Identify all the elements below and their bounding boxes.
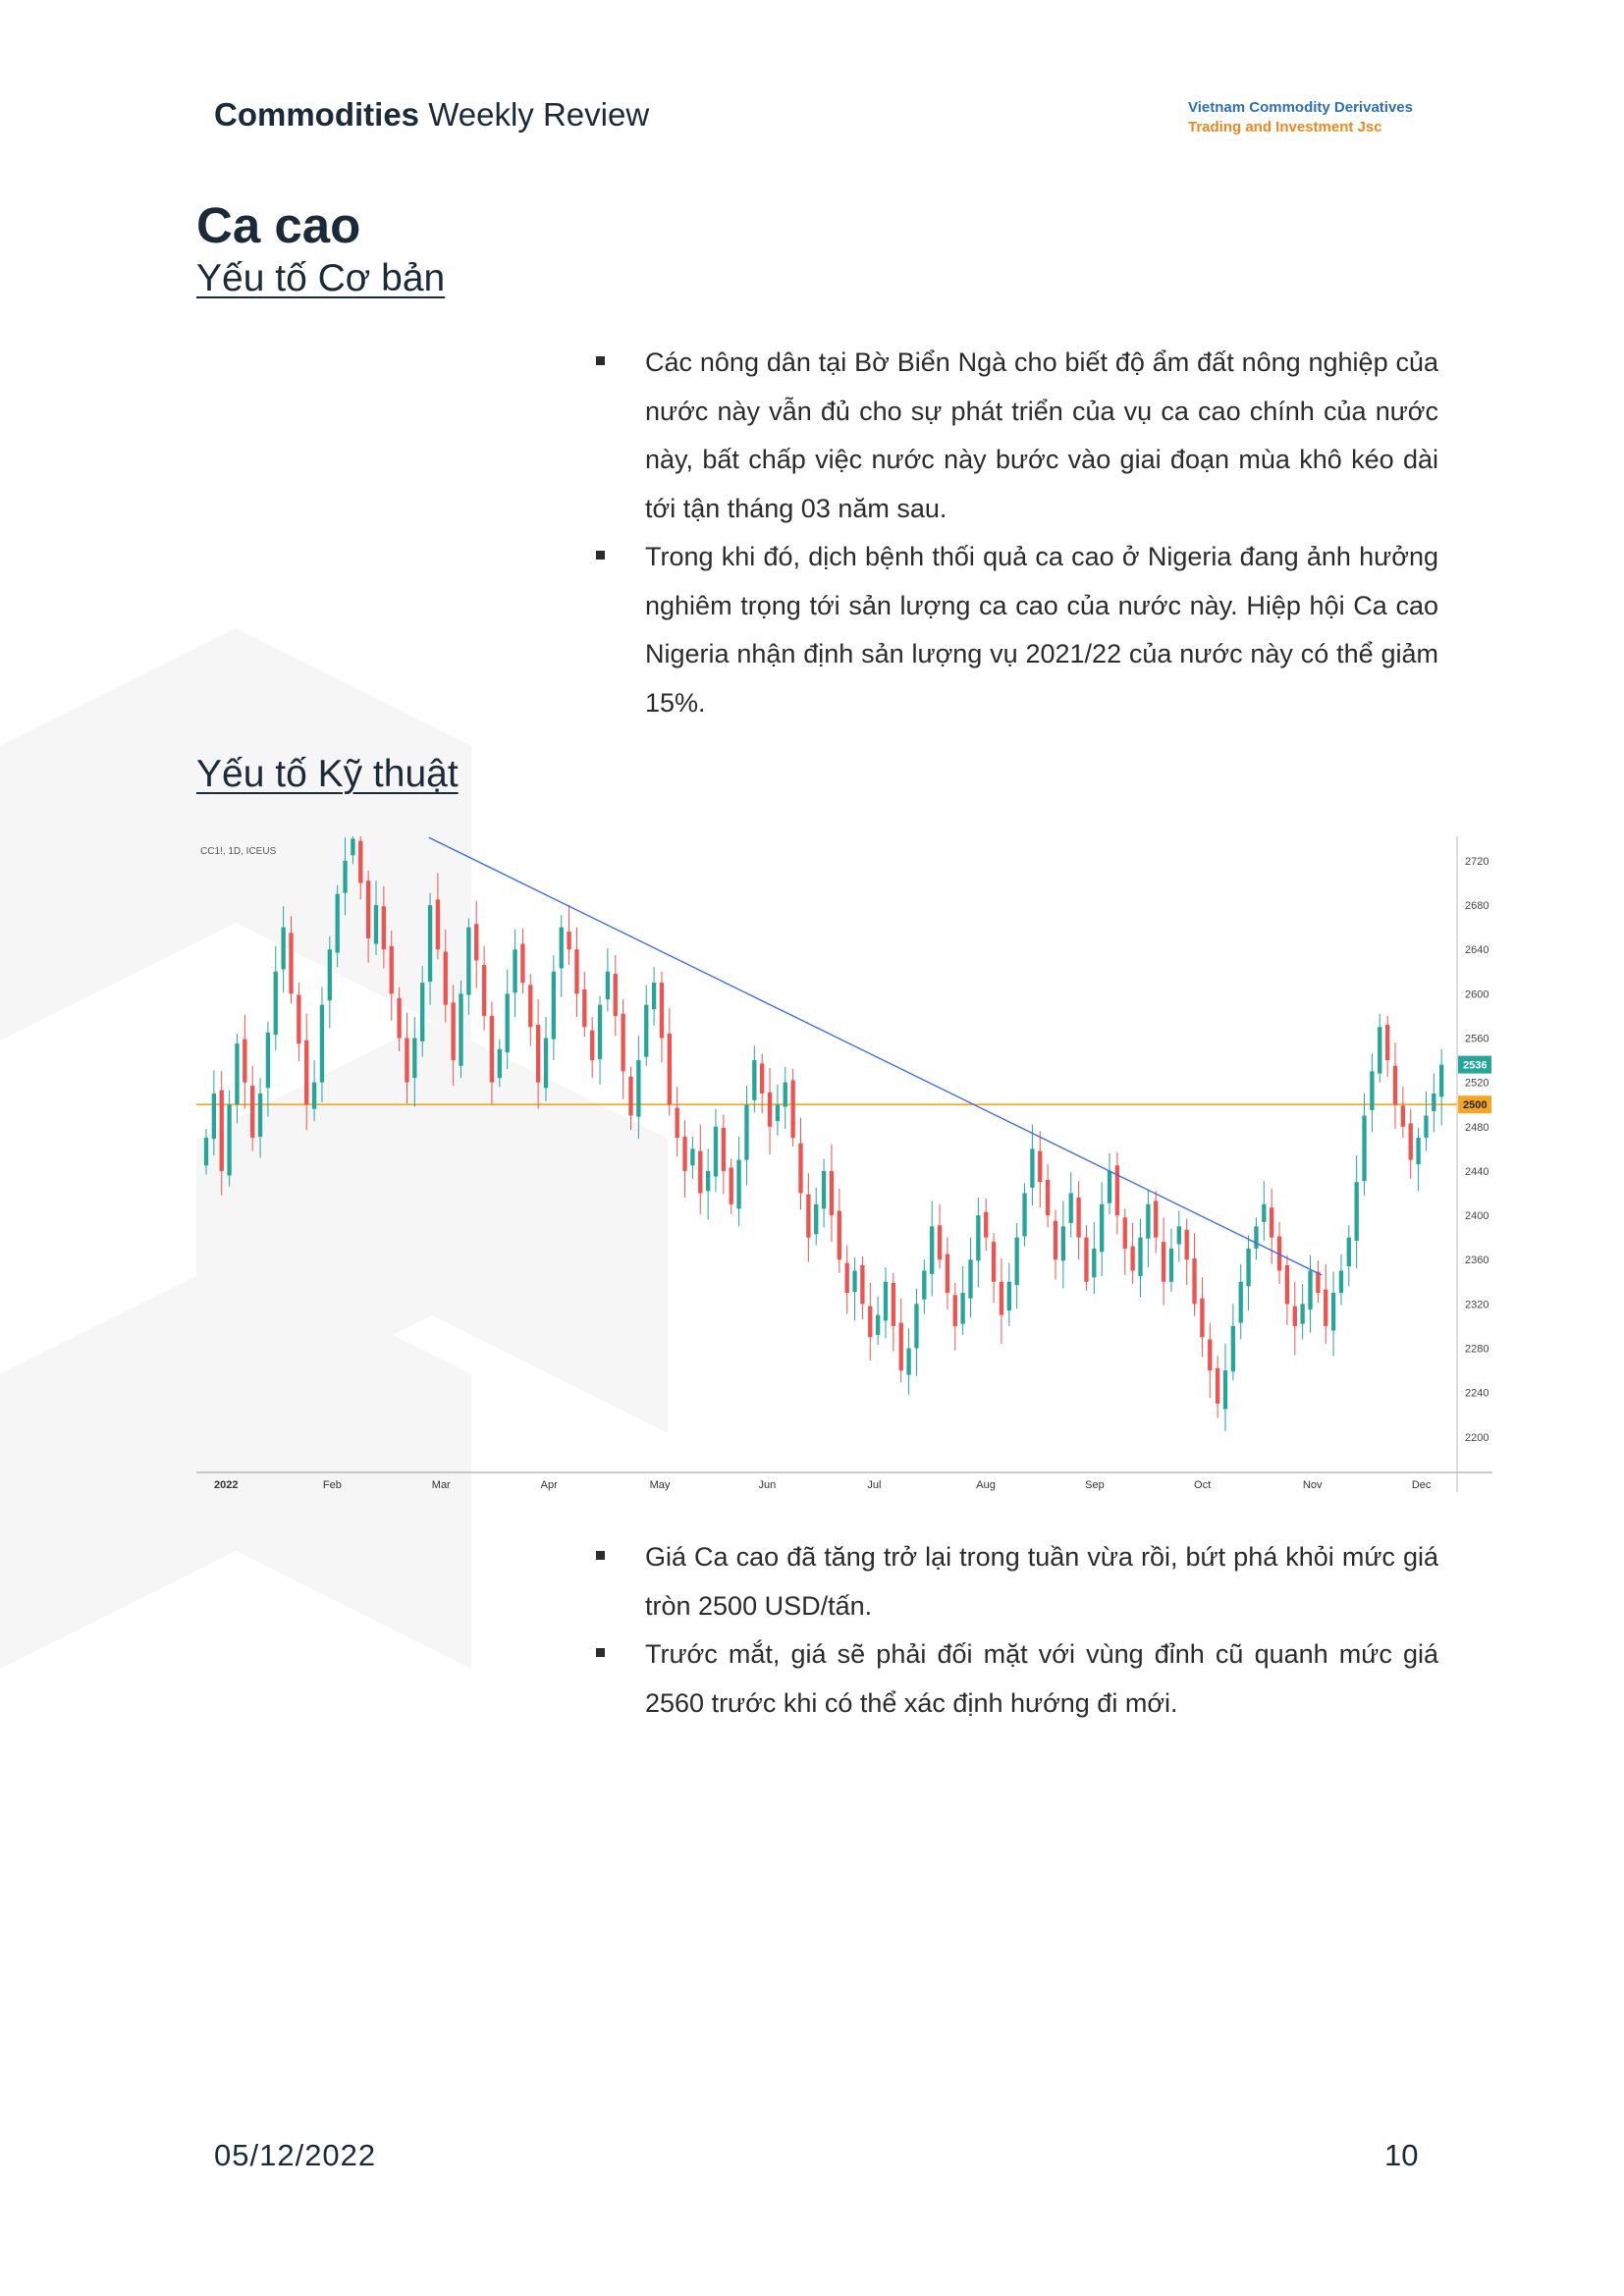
candle-body: [1439, 1065, 1443, 1097]
y-tick-label: 2480: [1465, 1121, 1489, 1134]
candle-body: [1208, 1339, 1212, 1370]
candle-body: [1362, 1116, 1366, 1182]
candle-body: [760, 1063, 764, 1093]
candle-body: [784, 1083, 787, 1107]
candle-body: [976, 1215, 980, 1260]
candle-body: [1130, 1247, 1134, 1271]
y-tick-label: 2240: [1465, 1387, 1489, 1400]
fundamentals-bullet-2: [594, 533, 1438, 727]
candle-body: [235, 1043, 239, 1104]
fundamentals-bullet-1: [594, 339, 1438, 533]
candle-body: [776, 1104, 780, 1121]
candle-body: [722, 1128, 726, 1171]
candle-body: [682, 1137, 686, 1171]
candle-body: [328, 949, 332, 1000]
candle-body: [312, 1083, 316, 1109]
candle-body: [490, 1016, 494, 1083]
candle-body: [1030, 1148, 1034, 1188]
candle-body: [884, 1282, 888, 1321]
report-date: 05/12/2022: [214, 2138, 377, 2172]
candle-body: [1409, 1123, 1413, 1159]
y-tick-label: 2200: [1465, 1431, 1489, 1444]
report-title-bold: Commodities: [214, 96, 420, 133]
candle-body: [1061, 1226, 1065, 1260]
candle-body: [714, 1127, 718, 1177]
candle-body: [1216, 1368, 1219, 1404]
price-chart: [196, 836, 1492, 1492]
candle-body: [1262, 1204, 1266, 1222]
candle-body: [1138, 1238, 1142, 1277]
candle-body: [1355, 1182, 1359, 1241]
candle-body: [474, 924, 478, 960]
candle-body: [1146, 1204, 1150, 1239]
candle-body: [281, 928, 285, 970]
candle-body: [628, 1077, 632, 1116]
candle-body: [1339, 1271, 1343, 1294]
x-tick-label: Nov: [1302, 1479, 1323, 1491]
candle-body: [1347, 1238, 1351, 1266]
candle-body: [1239, 1282, 1243, 1323]
candle-body: [668, 1034, 672, 1104]
x-tick-label: Feb: [322, 1479, 342, 1491]
candle-body: [444, 951, 448, 1004]
candle-body: [906, 1349, 910, 1375]
report-title: [214, 96, 649, 133]
candle-body: [838, 1211, 841, 1260]
candle-body: [744, 1104, 748, 1159]
candle-body: [1185, 1230, 1189, 1259]
candle-body: [1169, 1249, 1173, 1282]
candle-body: [544, 1039, 548, 1089]
technical-bullet-1: [594, 1533, 1438, 1630]
candle-body: [845, 1263, 849, 1293]
candle-body: [1200, 1299, 1204, 1338]
candle-body: [590, 1031, 594, 1060]
candle-body: [690, 1148, 694, 1165]
y-tick-label: 2560: [1465, 1033, 1489, 1045]
x-tick-label: Apr: [540, 1479, 558, 1491]
bullet-square-icon: [596, 1648, 605, 1657]
x-tick-label: Mar: [431, 1479, 451, 1491]
candle-body: [366, 881, 370, 938]
candle-body: [1285, 1265, 1289, 1305]
candle-body: [428, 905, 432, 982]
candle-body: [1316, 1272, 1320, 1293]
candle-body: [1076, 1198, 1080, 1238]
candle-body: [1007, 1282, 1011, 1310]
candle-body: [606, 972, 610, 999]
candle-body: [1393, 1066, 1397, 1105]
candle-body: [960, 1293, 964, 1324]
company-logo: [1188, 98, 1413, 137]
candle-body: [420, 983, 424, 1041]
candle-body: [1022, 1194, 1026, 1237]
candle-body: [320, 1005, 324, 1083]
candle-body: [968, 1259, 972, 1299]
candle-body: [560, 928, 564, 969]
x-tick-label: Oct: [1194, 1479, 1212, 1491]
candle-body: [860, 1265, 864, 1305]
x-tick-label: Dec: [1411, 1479, 1432, 1491]
candle-body: [212, 1094, 216, 1139]
candle-body: [1108, 1171, 1111, 1203]
candle-body: [358, 841, 362, 883]
candle-body: [528, 985, 532, 1027]
candle-body: [736, 1160, 740, 1209]
candle-body: [1123, 1217, 1127, 1249]
candle-body: [382, 906, 386, 949]
candle-body: [752, 1060, 756, 1100]
bullet-square-icon: [596, 356, 605, 365]
y-tick-label: 2400: [1465, 1210, 1489, 1223]
y-tick-label: 2440: [1465, 1165, 1489, 1178]
candle-body: [1069, 1194, 1073, 1223]
candle-body: [374, 905, 378, 944]
candle-body: [1054, 1221, 1057, 1260]
candle-body: [830, 1171, 834, 1215]
candle-body: [868, 1307, 872, 1338]
x-tick-label: Jul: [867, 1479, 882, 1491]
chart-symbol-label: CC1!, 1D, ICEUS: [200, 846, 277, 857]
last-price-label: 2536: [1463, 1059, 1488, 1072]
candle-body: [992, 1242, 996, 1282]
candle-body: [1100, 1204, 1104, 1253]
candle-body: [1084, 1238, 1088, 1282]
candle-body: [520, 944, 524, 984]
y-tick-label: 2280: [1465, 1343, 1489, 1356]
page-number: 10: [1384, 2138, 1419, 2172]
candle-body: [852, 1271, 856, 1292]
candle-body: [621, 1014, 624, 1072]
candle-body: [1246, 1249, 1250, 1286]
candle-body: [876, 1315, 880, 1335]
candle-body: [250, 1086, 254, 1138]
candle-body: [798, 1144, 802, 1194]
y-tick-label: 2360: [1465, 1255, 1489, 1267]
candle-body: [390, 946, 394, 994]
x-tick-label: 2022: [214, 1479, 239, 1491]
candle-body: [1378, 1027, 1381, 1073]
candle-body: [304, 1041, 308, 1104]
candle-body: [1154, 1201, 1158, 1237]
candle-body: [1416, 1138, 1420, 1164]
candle-body: [730, 1168, 733, 1204]
candle-body: [644, 1005, 648, 1057]
candle-body: [351, 838, 354, 855]
candle-body: [552, 972, 556, 1040]
candle-body: [536, 1025, 540, 1083]
candle-body: [405, 1039, 408, 1083]
downtrend-line: [429, 837, 1322, 1275]
candle-body: [1015, 1238, 1019, 1286]
candle-body: [397, 998, 401, 1039]
candle-body: [220, 1091, 224, 1171]
candle-body: [567, 932, 570, 949]
candle-body: [574, 949, 578, 993]
candle-body: [1424, 1116, 1428, 1139]
y-tick-label: 2320: [1465, 1299, 1489, 1311]
candle-body: [482, 965, 486, 1016]
candle-body: [506, 993, 510, 1052]
candle-body: [1300, 1304, 1304, 1323]
candle-body: [1231, 1326, 1235, 1371]
candle-body: [1254, 1226, 1258, 1249]
x-tick-label: Sep: [1085, 1479, 1105, 1491]
candle-body: [274, 972, 278, 1035]
candle-body: [676, 1108, 679, 1138]
candle-body: [513, 949, 516, 992]
bullet-text: Các nông dân tại Bờ Biển Ngà cho biết độ ẩm đất nông nghiệp của nước này vẫn đủ cho sự phát triển của vụ ca cao chính của nước này, bất chấp việc nước này bước vào giai đoạn mùa khô kéo dài tới tận tháng 03 năm sau.: [645, 347, 1438, 523]
candle-body: [1115, 1165, 1119, 1215]
candle-body: [1432, 1094, 1435, 1111]
candle-body: [598, 1005, 602, 1059]
candle-body: [922, 1271, 926, 1300]
logo-line-2: Trading and Investment Jsc: [1188, 119, 1382, 135]
candle-body: [1046, 1180, 1050, 1215]
candle-body: [806, 1195, 810, 1238]
candle-body: [790, 1080, 794, 1138]
bullet-square-icon: [596, 551, 605, 560]
y-tick-label: 2520: [1465, 1077, 1489, 1090]
candle-body: [892, 1283, 895, 1326]
candle-body: [706, 1171, 710, 1191]
bullet-text: Giá Ca cao đã tăng trở lại trong tuần vừa rồi, bứt phá khỏi mức giá tròn 2500 USD/tấn.: [645, 1542, 1438, 1621]
candle-body: [412, 1039, 416, 1079]
candle-body: [1177, 1226, 1181, 1244]
x-tick-label: May: [649, 1479, 671, 1491]
y-tick-label: 2680: [1465, 900, 1489, 913]
candle-body: [1308, 1271, 1312, 1310]
candle-body: [343, 861, 347, 893]
candle-body: [930, 1226, 934, 1274]
candle-body: [227, 1104, 231, 1175]
candle-body: [1162, 1242, 1165, 1282]
logo-line-1: Vietnam Commodity Derivatives: [1188, 99, 1413, 116]
candle-body: [652, 983, 656, 1009]
technical-bullet-2: [594, 1630, 1438, 1728]
candle-body: [1385, 1025, 1389, 1060]
candle-body: [466, 928, 470, 995]
fundamentals-heading: Yếu tố Cơ bản: [196, 257, 446, 299]
candle-body: [698, 1151, 702, 1194]
candle-body: [1038, 1151, 1042, 1183]
candle-body: [636, 1060, 640, 1117]
bullet-square-icon: [596, 1551, 605, 1560]
candle-body: [1324, 1290, 1327, 1326]
candle-body: [582, 989, 586, 1027]
candle-body: [914, 1304, 918, 1348]
candle-body: [1331, 1293, 1335, 1330]
bullet-text: Trong khi đó, dịch bệnh thối quả ca cao ở Nigeria đang ảnh hưởng nghiêm trọng tới sản lượng ca cao của nước này. Hiệp hội Ca cao Nigeria nhận định sản lượng vụ 2021/22 của nước này có thể giảm 15%.: [645, 542, 1438, 718]
candlestick-chart: [196, 836, 1492, 1492]
candle-body: [1270, 1207, 1273, 1237]
y-tick-label: 2640: [1465, 944, 1489, 957]
candle-body: [814, 1204, 818, 1234]
candle-body: [1401, 1105, 1405, 1126]
candle-body: [266, 1033, 270, 1088]
bullet-text: Trước mắt, giá sẽ phải đối mặt với vùng đỉnh cũ quanh mức giá 2560 trước khi có thể xác định hướng đi mới.: [645, 1639, 1438, 1718]
candle-body: [297, 994, 300, 1043]
candle-body: [258, 1094, 262, 1137]
report-title-rest: Weekly Review: [419, 96, 650, 133]
candle-body: [498, 1049, 502, 1078]
technical-bullets: [594, 1533, 1438, 1728]
candle-body: [660, 983, 664, 1038]
candle-body: [946, 1255, 949, 1294]
candle-body: [451, 1002, 455, 1060]
candle-body: [459, 993, 462, 1065]
candle-body: [953, 1295, 957, 1326]
x-tick-label: Aug: [976, 1479, 996, 1491]
candle-body: [289, 933, 293, 993]
candle-body: [984, 1212, 988, 1238]
technical-heading: Yếu tố Kỹ thuật: [196, 753, 459, 795]
fundamentals-bullets: [594, 339, 1438, 727]
candle-body: [204, 1138, 208, 1165]
candle-body: [336, 894, 340, 953]
candle-body: [1370, 1071, 1374, 1110]
candle-body: [614, 974, 618, 1016]
candle-body: [768, 1093, 772, 1127]
candle-body: [1293, 1307, 1297, 1326]
level-price-label: 2500: [1463, 1099, 1488, 1112]
section-title: Ca cao: [196, 197, 361, 253]
candle-body: [1223, 1370, 1227, 1410]
candle-body: [436, 899, 440, 949]
y-tick-label: 2720: [1465, 855, 1489, 868]
candle-body: [243, 1040, 246, 1083]
candle-body: [1192, 1258, 1196, 1304]
candle-body: [899, 1323, 903, 1371]
y-tick-label: 2600: [1465, 988, 1489, 1001]
candle-body: [938, 1225, 942, 1259]
x-tick-label: Jun: [758, 1479, 777, 1491]
candle-body: [1092, 1249, 1096, 1277]
candle-body: [1000, 1282, 1003, 1315]
candle-body: [822, 1171, 826, 1208]
